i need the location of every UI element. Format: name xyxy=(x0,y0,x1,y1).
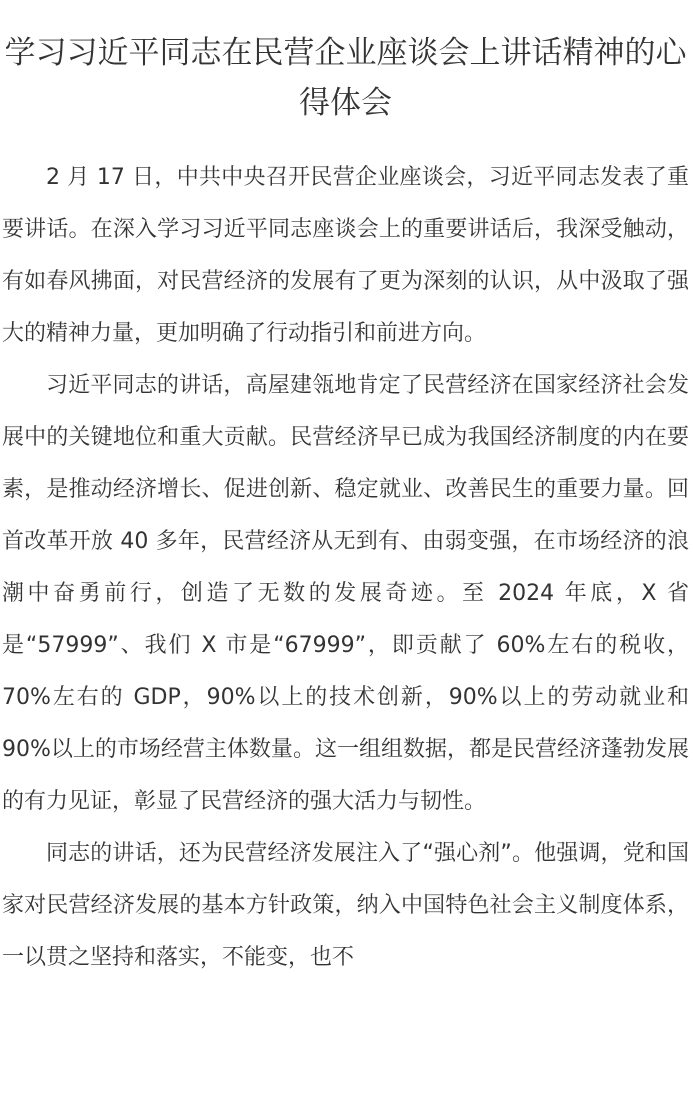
paragraph-2: 习近平同志的讲话，高屋建瓴地肯定了民营经济在国家经济社会发展中的关键地位和重大贡献。民营经济早已成为我国经济制度的内在要素，是推动经济增长、促进创新、稳定就业、改善民生的重要力量。回首改革开放 40 多年，民营经济从无到有、由弱变强，在市场经济的浪潮中奋勇前行，创造了无数的发展奇迹。至 2024 年底，X 省是“57999”、我们 X 市是“67999”，即贡献了 60%左右的税收，70%左右的 GDP，90%以上的技术创新，90%以上的劳动就业和 90%以上的市场经营主体数量。这一组组数据，都是民营经济蓬勃发展的有力见证，彰显了民营经济的强大活力与韧性。 xyxy=(2,373,689,814)
article-body xyxy=(2,152,689,984)
article-title: 学习习近平同志在民营企业座谈会上讲话精神的心得体会 xyxy=(4,35,687,121)
paragraph-1: 2 月 17 日，中共中央召开民营企业座谈会，习近平同志发表了重要讲话。在深入学习习近平同志座谈会上的重要讲话后，我深受触动，有如春风拂面，对民营经济的发展有了更为深刻的认识，从中汲取了强大的精神力量，更加明确了行动指引和前进方向。 xyxy=(2,165,689,346)
paragraph-3: 同志的讲话，还为民营经济发展注入了“强心剂”。他强调，党和国家对民营经济发展的基本方针政策，纳入中国特色社会主义制度体系，一以贯之坚持和落实，不能变，也不 xyxy=(2,841,689,970)
